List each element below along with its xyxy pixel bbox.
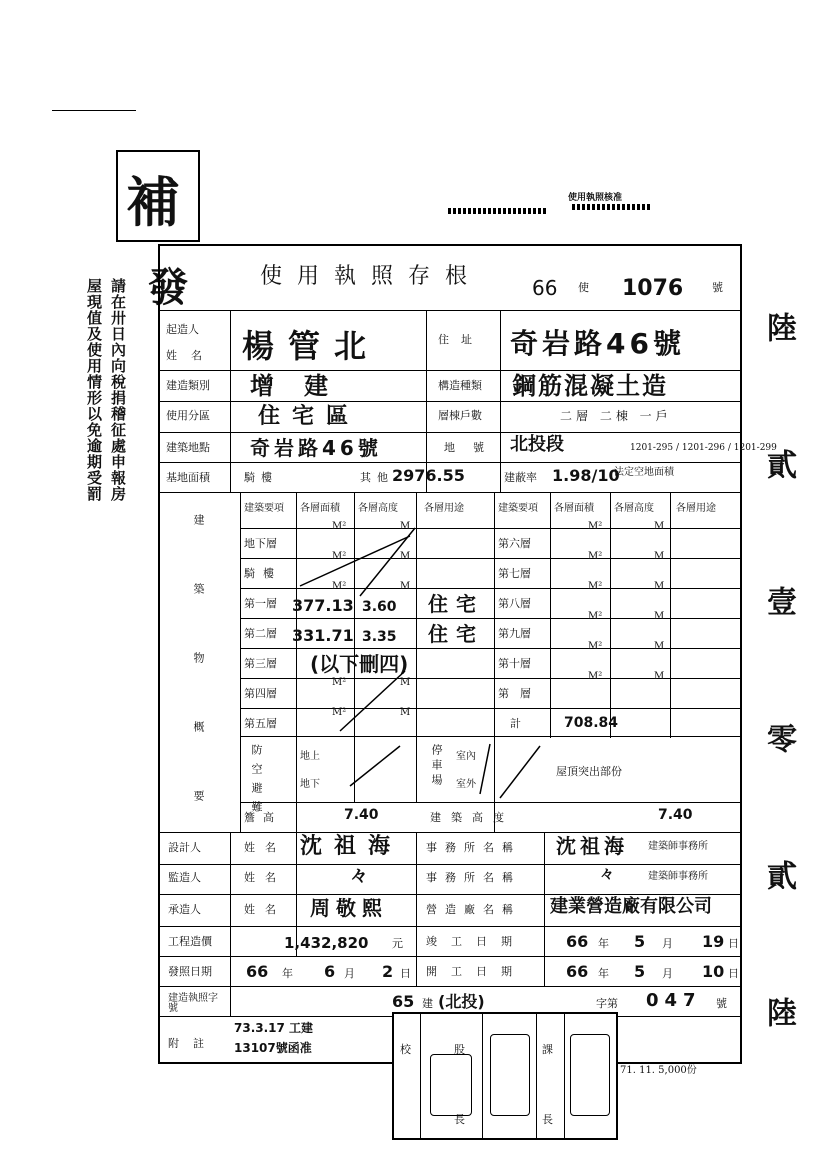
label-name: 姓名 <box>166 349 216 362</box>
label-cost: 工程造價 <box>168 935 212 948</box>
label-total: 計 <box>510 717 521 730</box>
note-line2: 13107號函准 <box>234 1041 312 1055</box>
unit-m: M <box>654 521 665 532</box>
approval-seal <box>490 1034 530 1116</box>
contractor-name: 周敬熙 <box>310 896 388 920</box>
supplement-stamp <box>116 150 200 242</box>
floor1-height: 3.60 <box>362 599 397 615</box>
label-supervisor-office: 事務所名稱 <box>426 871 521 884</box>
approval-seal <box>570 1034 610 1116</box>
label-structure: 構造種類 <box>438 379 482 392</box>
label-start-date: 開工日期 <box>426 965 526 978</box>
permit-zi: 字第 <box>596 997 618 1010</box>
permit-number: 1076 <box>622 276 684 301</box>
header-use-right: 各層用途 <box>676 503 716 514</box>
header-height-right: 各層高度 <box>614 503 654 514</box>
coverage: 1.98/10 <box>552 466 620 485</box>
label-other: 其他 <box>360 471 394 484</box>
floor1-area: 377.13 <box>292 596 354 615</box>
approval-label-2: 長 <box>454 1113 465 1126</box>
floor-left-b1: 地下層 <box>244 537 277 550</box>
issue-year-unit: 年 <box>282 967 293 980</box>
approval-label-1: 股 <box>454 1043 465 1056</box>
label-floors-units: 層棟戶數 <box>438 409 482 422</box>
unit-m2: M² <box>588 551 603 562</box>
label-site: 建築地點 <box>166 441 210 454</box>
header-use-left: 各層用途 <box>424 503 464 514</box>
floor-right-7f: 第七層 <box>498 567 531 580</box>
issue-day-unit: 日 <box>400 967 411 980</box>
start-year-unit: 年 <box>598 967 609 980</box>
start-month: 5 <box>634 962 646 981</box>
completion-year-unit: 年 <box>598 937 609 950</box>
designer-office: 沈祖海 <box>556 834 628 858</box>
label-roof: 屋頂突出部份 <box>556 765 622 778</box>
label-supervisor: 監造人 <box>168 871 201 884</box>
completion-month: 5 <box>634 932 646 951</box>
structure: 鋼筋混凝土造 <box>512 372 668 400</box>
unit-m: M <box>400 551 411 562</box>
unit-m2: M² <box>588 611 603 622</box>
unit-m: M <box>654 581 665 592</box>
top-stray-line <box>52 110 136 111</box>
label-contractor: 承造人 <box>168 903 201 916</box>
issue-stamp-text: 發 <box>148 264 188 311</box>
floor-right-nf: 第 層 <box>498 687 531 700</box>
label-designer-name: 姓名 <box>244 841 286 854</box>
completion-day-unit: 日 <box>728 937 739 950</box>
label-building-height: 建築高度 <box>430 811 514 824</box>
permit-number-prefix: 66 <box>532 276 558 300</box>
label-zoning: 使用分區 <box>166 409 210 422</box>
permit-district: (北投) <box>438 992 485 1011</box>
floor2-height: 3.35 <box>362 629 397 645</box>
unit-m: M <box>400 521 411 532</box>
unit-m2: M² <box>332 521 347 532</box>
site: 奇岩路46號 <box>250 436 382 460</box>
approval-seal <box>430 1054 472 1116</box>
issue-day: 2 <box>382 962 394 981</box>
approval-label-0: 校 <box>400 1043 411 1056</box>
label-building-overview: 建築物概要 <box>192 514 205 859</box>
permit-number-mid: 使 <box>578 281 589 294</box>
build-type: 增建 <box>250 372 358 400</box>
label-designer-office: 事務所名稱 <box>426 841 521 854</box>
unit-m2: M² <box>588 641 603 652</box>
unit-m: M <box>654 611 665 622</box>
unit-m2: M² <box>588 581 603 592</box>
header-item-right: 建築要項 <box>498 503 538 514</box>
label-note: 附註 <box>168 1037 218 1050</box>
unit-m: M <box>400 677 411 688</box>
shelter-above: 地上 <box>300 751 320 762</box>
label-owner: 起造人 <box>166 323 199 336</box>
owner-address: 奇岩路46號 <box>510 327 685 360</box>
unit-m: M <box>400 707 411 718</box>
approval-box <box>392 1012 618 1140</box>
label-completion: 竣工日期 <box>426 935 526 948</box>
label-contractor-company: 營造廠名稱 <box>426 903 521 916</box>
floor-right-10f: 第十層 <box>498 657 531 670</box>
label-issue-date: 發照日期 <box>168 965 212 978</box>
issue-month-unit: 月 <box>344 967 355 980</box>
label-shelter: 防空避難 <box>250 744 263 820</box>
right-margin-text: 陸 貳 壹 零 貳 陸 <box>761 312 796 1063</box>
start-month-unit: 月 <box>662 967 673 980</box>
unit-m2: M² <box>588 671 603 682</box>
approval-label-3: 課 <box>542 1043 553 1056</box>
label-site-area: 基地面積 <box>166 471 210 484</box>
unit-m2: M² <box>332 551 347 562</box>
floor-right-9f: 第九層 <box>498 627 531 640</box>
label-coverage: 建蔽率 <box>504 471 537 484</box>
header-area-right: 各層面積 <box>554 503 594 514</box>
building-height: 7.40 <box>658 807 693 823</box>
floor2-area: 331.71 <box>292 626 354 645</box>
lot-numbers: 1201-295 / 1201-296 / 1201-299 <box>630 443 777 453</box>
approval-label-4: 長 <box>542 1113 553 1126</box>
unit-m2: M² <box>332 581 347 592</box>
issue-year: 66 <box>246 962 269 981</box>
unit-m2: M² <box>588 521 603 532</box>
lot-section: 北投段 <box>510 434 564 455</box>
permit-form <box>158 244 777 1064</box>
label-arcade: 騎樓 <box>244 471 278 484</box>
unit-m: M <box>654 641 665 652</box>
floor-left-arcade: 騎樓 <box>244 567 282 580</box>
label-indoor: 室內 <box>456 751 476 762</box>
side-notice-col2: 屋現值及使用情形以免逾期受罰 <box>85 278 103 502</box>
unit-m: M <box>654 671 665 682</box>
unit-m2: M² <box>332 707 347 718</box>
contractor-company: 建業營造廠有限公司 <box>550 896 712 917</box>
supervisor-office-suffix: 建築師事務所 <box>648 871 708 882</box>
label-eave-height: 簷高 <box>244 811 282 824</box>
permit-number-value: 047 <box>646 990 702 1011</box>
print-code: 71. 11. 5,000份 <box>620 1065 697 1076</box>
floor-right-8f: 第八層 <box>498 597 531 610</box>
designer-name: 沈祖海 <box>300 834 403 859</box>
designer-office-suffix: 建築師事務所 <box>648 841 708 852</box>
start-day-unit: 日 <box>728 967 739 980</box>
issue-month: 6 <box>324 962 336 981</box>
unit-m: M <box>654 551 665 562</box>
supervisor-office: 々 <box>600 867 614 883</box>
label-parking: 停車場 <box>430 744 443 789</box>
completion-year: 66 <box>566 932 589 951</box>
cost-unit: 元 <box>392 937 403 950</box>
other-area: 2976.55 <box>392 466 465 485</box>
zoning: 住宅區 <box>258 404 361 429</box>
floor-left-5f: 第五層 <box>244 717 277 730</box>
unit-m2: M² <box>332 677 347 688</box>
floor-left-3f: 第三層 <box>244 657 277 670</box>
floor2-use: 住宅 <box>428 622 484 646</box>
start-day: 10 <box>702 962 725 981</box>
label-lot: 地號 <box>444 441 502 454</box>
floor-left-4f: 第四層 <box>244 687 277 700</box>
note-line1: 73.3.17 工建 <box>234 1021 314 1035</box>
permit-number-suffix: 號 <box>712 281 723 294</box>
total-area: 708.84 <box>564 715 619 731</box>
floor-left-2f: 第二層 <box>244 627 277 640</box>
unit-m: M <box>400 581 411 592</box>
floor-right-6f: 第六層 <box>498 537 531 550</box>
floors-units: 二層 二棟 一戶 <box>560 409 672 423</box>
header-item-left: 建築要項 <box>244 503 284 514</box>
label-permit-no: 建造執照字號 <box>168 993 218 1014</box>
label-build-type: 建造類別 <box>166 379 210 392</box>
label-address: 住址 <box>438 333 484 346</box>
eave-height: 7.40 <box>344 807 379 823</box>
header-height-left: 各層高度 <box>358 503 398 514</box>
owner-name: 楊管北 <box>242 327 381 365</box>
floor-left-1f: 第一層 <box>244 597 277 610</box>
label-legal-open: 法定空地面積 <box>614 467 674 478</box>
supplement-stamp-text: 補 <box>126 170 180 234</box>
permit-hao: 號 <box>716 997 727 1010</box>
start-year: 66 <box>566 962 589 981</box>
shelter-below: 地下 <box>300 779 320 790</box>
side-notice-col1: 請在卅日內向稅捐稽征處申報房 <box>109 278 127 502</box>
supervisor-name: 々 <box>350 866 368 887</box>
approval-header-stamp-text: 使用執照核准 <box>568 193 623 203</box>
header-area-left: 各層面積 <box>300 503 340 514</box>
label-outdoor: 室外 <box>456 779 476 790</box>
form-title: 使 用 執 照 存 根 <box>260 264 471 289</box>
label-supervisor-name: 姓名 <box>244 871 286 884</box>
approval-header-stamp <box>448 188 658 228</box>
label-contractor-name: 姓名 <box>244 903 286 916</box>
cost: 1,432,820 <box>284 934 369 952</box>
floor3-note: (以下刪四) <box>310 652 409 676</box>
completion-month-unit: 月 <box>662 937 673 950</box>
floor1-use: 住宅 <box>428 592 484 616</box>
completion-day: 19 <box>702 932 725 951</box>
permit-year: 65 <box>392 992 415 1011</box>
label-designer: 設計人 <box>168 841 201 854</box>
permit-jian: 建 <box>422 997 433 1010</box>
